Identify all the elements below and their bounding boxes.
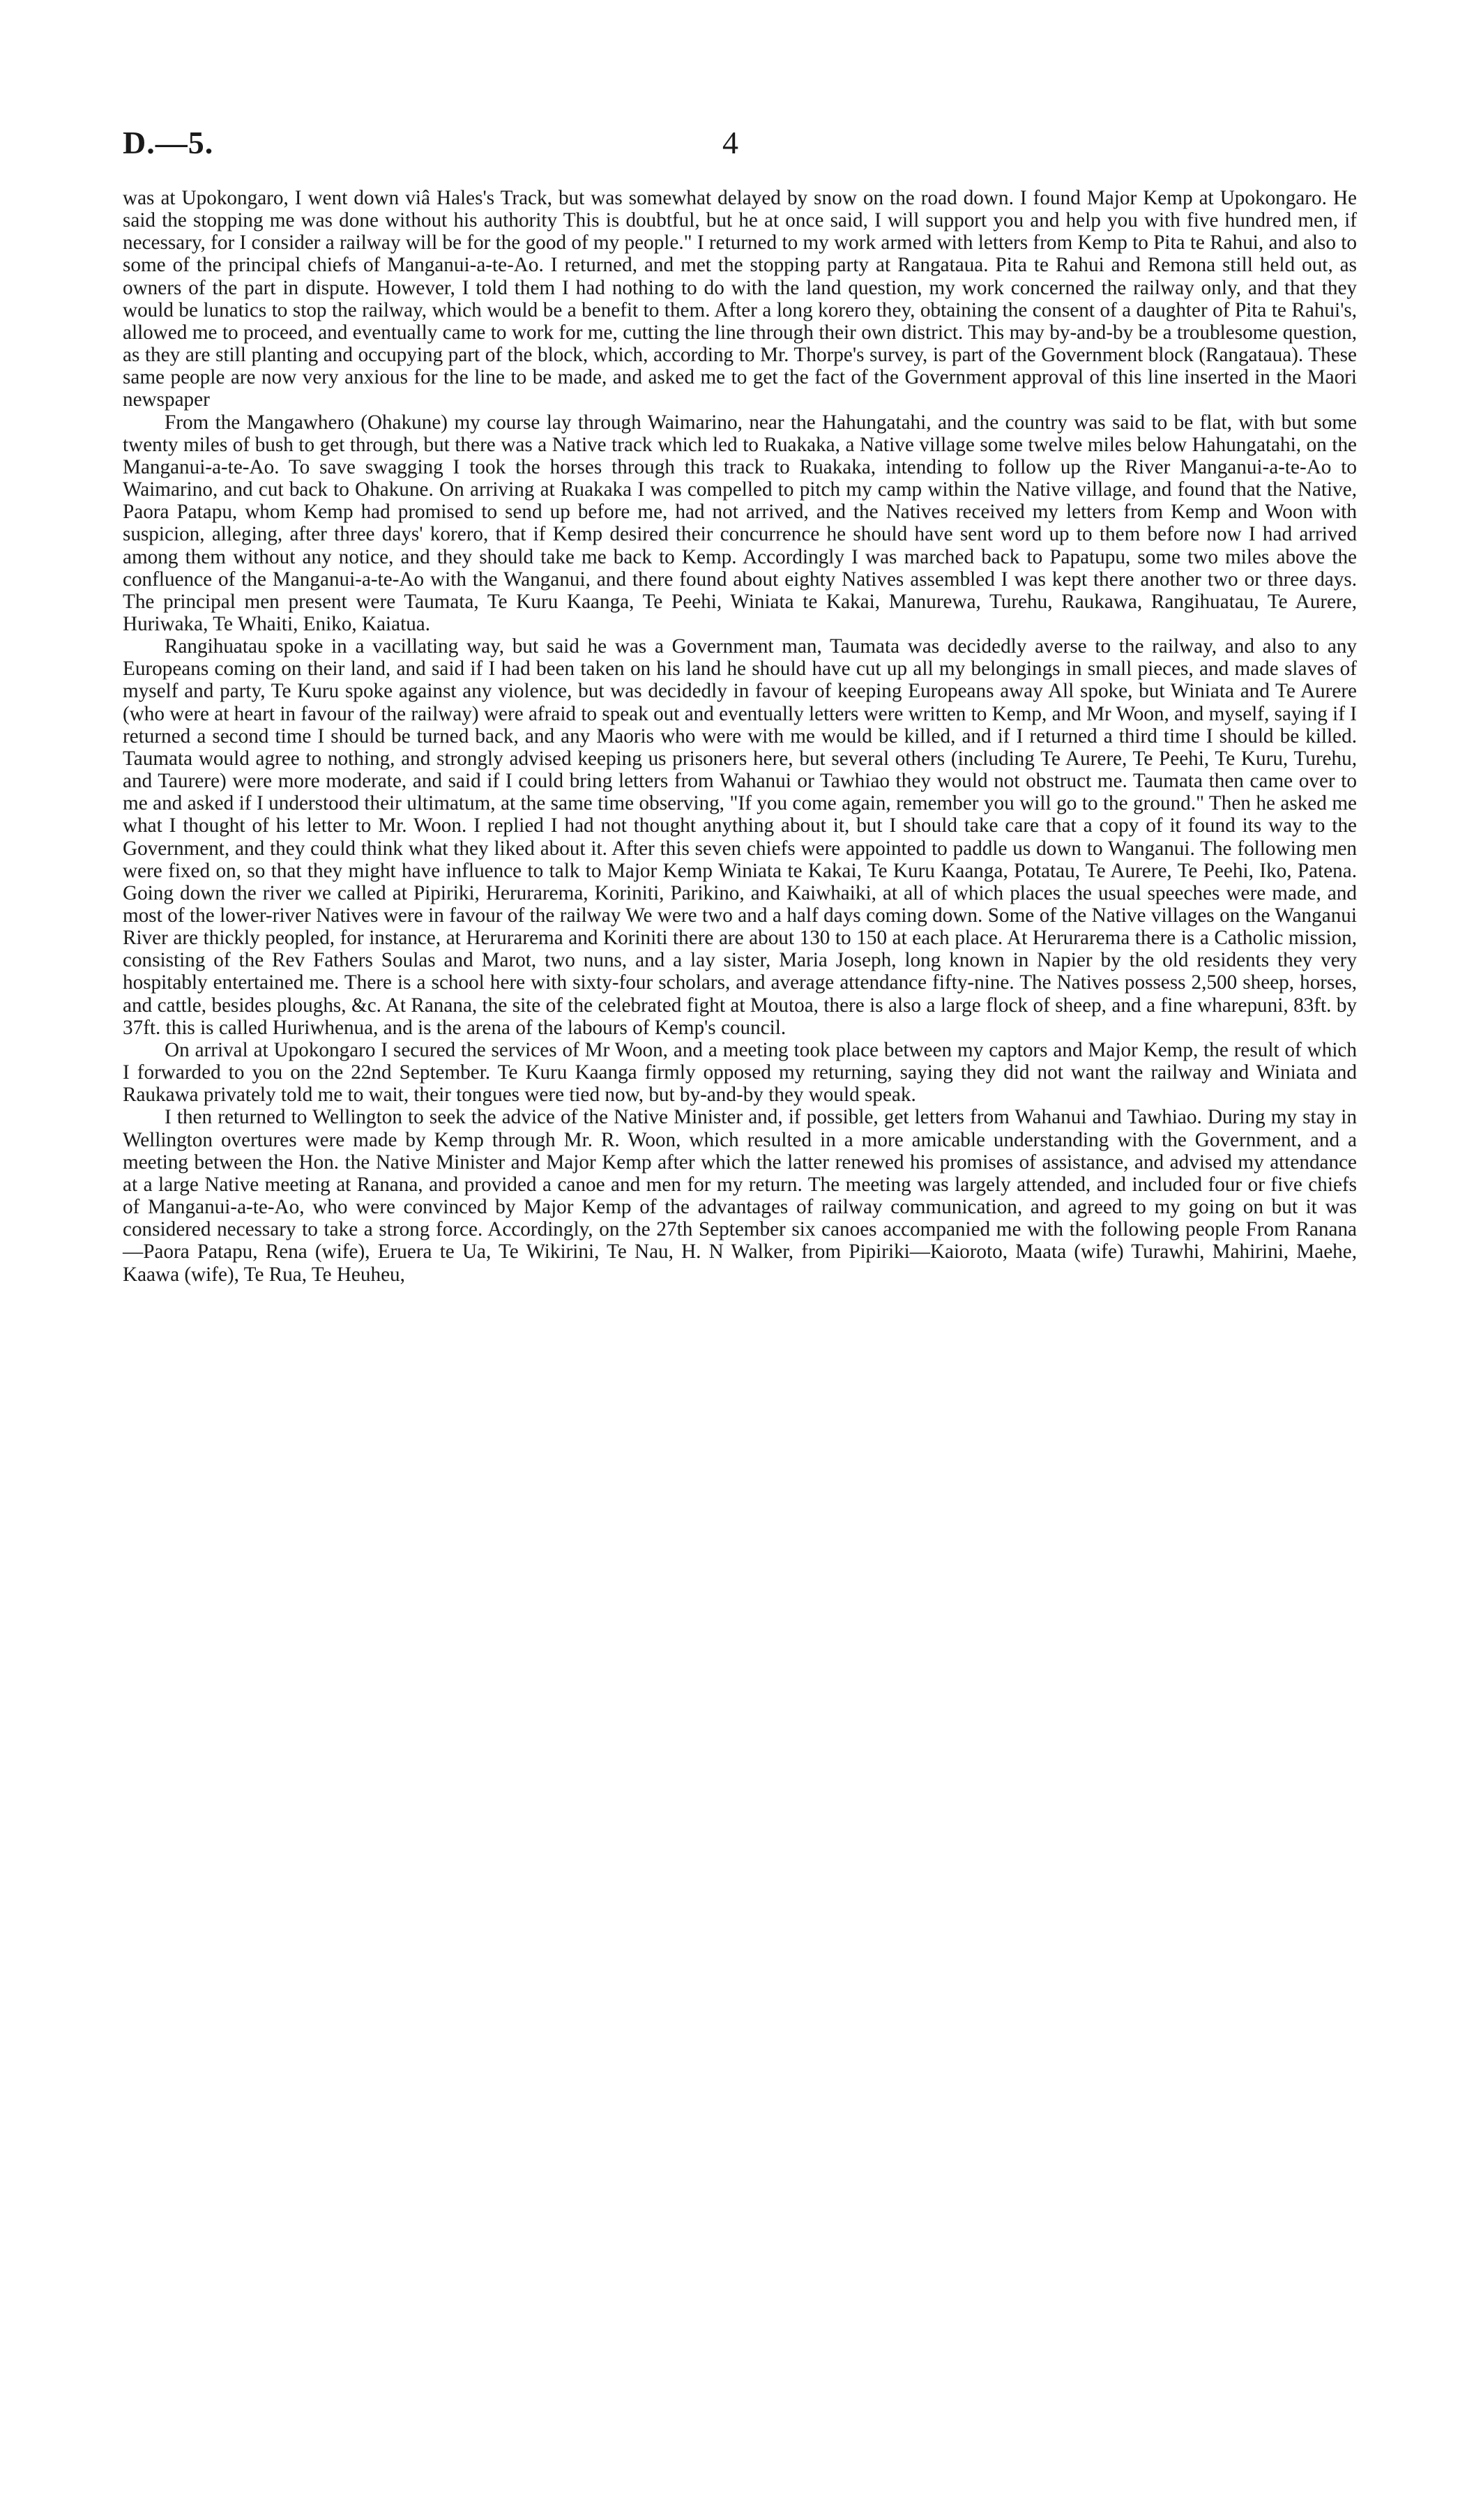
paragraph: From the Mangawhero (Ohakune) my course lay through Waimarino, near the Hahungatahi, and the country was said to be flat, with but some twenty miles of bush to get through, but there was a Native track which led to Ruakaka, a Native village some twelve miles below Hahungatahi, on the Manganui-a-te-Ao. To save swagging I took the horses through this track to Ruakaka, intending to follow up the River Manganui-a-te-Ao to Waimarino, and cut back to Ohakune. On arriving at Ruakaka I was compelled to pitch my camp within the Native village, and found that the Native, Paora Patapu, whom Kemp had promised to send up before me, had not arrived, and the Natives received my letters from Kemp and Woon with suspicion, alleging, after three days' korero, that if Kemp desired their concurrence he should have sent word up to them before now I had arrived among them without any notice, and they should take me back to Kemp. Accordingly I was marched back to Papatupu, some two miles above the confluence of the Manganui-a-te-Ao with the Wanganui, and there found about eighty Natives assembled I was kept there another two or three days. The principal men present were Taumata, Te Kuru Kaanga, Te Peehi, Winiata te Kakai, Manurewa, Turehu, Raukawa, Rangihuatau, Te Aurere, Huriwaka, Te Whaiti, Eniko, Kaiatua. [123, 411, 1357, 635]
paragraph: On arrival at Upokongaro I secured the services of Mr Woon, and a meeting took place between my captors and Major Kemp, the result of which I forwarded to you on the 22nd September. Te Kuru Kaanga firmly opposed my returning, saying they did not want the railway and Winiata and Raukawa privately told me to wait, their tongues were tied now, but by-and-by they would speak. [123, 1038, 1357, 1107]
document-reference: D.—5. [123, 125, 214, 160]
page-number: 4 [722, 125, 738, 160]
paragraph: Rangihuatau spoke in a vacillating way, but said he was a Government man, Taumata was decidedly averse to the railway, and also to any Europeans coming on their land, and said if I had been taken on his land he should have cut up all my belongings in small pieces, and made slaves of myself and party, Te Kuru spoke against any violence, but was decidedly in favour of keeping Europeans away All spoke, but Winiata and Te Aurere (who were at heart in favour of the railway) were afraid to speak out and eventually letters were written to Kemp, and Mr Woon, and myself, saying if I returned a second time I should be turned back, and any Maoris who were with me would be killed, and if I returned a third time I should be killed. Taumata would agree to nothing, and strongly advised keeping us prisoners here, but several others (including Te Aurere, Te Peehi, Te Kuru, Turehu, and Taurere) were more moderate, and said if I could bring letters from Wahanui or Tawhiao they would not obstruct me. Taumata then came over to me and asked if I understood their ultimatum, at the same time observing, "If you come again, remember you will go to the ground." Then he asked me what I thought of his letter to Mr. Woon. I replied I had not thought anything about it, but I should take care that a copy of it found its way to the Government, and they could think what they liked about it. After this seven chiefs were appointed to paddle us down to Wanganui. The following men were fixed on, so that they might have influence to talk to Major Kemp Winiata te Kakai, Te Kuru Kaanga, Potatau, Te Aurere, Te Peehi, Iko, Patena. Going down the river we called at Pipiriki, Herurarema, Koriniti, Parikino, and Kaiwhaiki, at all of which places the usual speeches were made, and most of the lower-river Natives were in favour of the railway We were two and a half days coming down. Some of the Native villages on the Wanganui River are thickly peopled, for instance, at Herurarema and Koriniti there are about 130 to 150 at each place. At Herurarema there is a Catholic mission, consisting of the Rev Fathers Soulas and Marot, two nuns, and a lay sister, Maria Joseph, long known in Napier by the old residents they very hospitably entertained me. There is a school here with sixty-four scholars, and average attendance fifty-nine. The Natives possess 2,500 sheep, horses, and cattle, besides ploughs, &c. At Ranana, the site of the celebrated fight at Moutoa, there is also a large flock of sheep, and a fine wharepuni, 83ft. by 37ft. this is called Huriwhenua, and is the arena of the labours of Kemp's council. [123, 635, 1357, 1039]
paragraph: I then returned to Wellington to seek the advice of the Native Minister and, if possible, get letters from Wahanui and Tawhiao. During my stay in Wellington overtures were made by Kemp through Mr. R. Woon, which resulted in a more amicable understanding with the Government, and a meeting between the Hon. the Native Minister and Major Kemp after which the latter renewed his promises of assistance, and advised my attendance at a large Native meeting at Ranana, and provided a canoe and men for my return. The meeting was largely attended, and included four or five chiefs of Manganui-a-te-Ao, who were convinced by Major Kemp of the advantages of railway communication, and agreed to my going on but it was considered necessary to take a strong force. Accordingly, on the 27th September six canoes accompanied me with the following people From Ranana—Paora Patapu, Rena (wife), Eruera te Ua, Te Wikirini, Te Nau, H. N Walker, from Pipiriki—Kaioroto, Maata (wife) Turawhi, Mahirini, Maehe, Kaawa (wife), Te Rua, Te Heuheu, [123, 1106, 1357, 1286]
page-header [123, 124, 1357, 166]
body-text [123, 187, 1357, 1286]
paragraph: was at Upokongaro, I went down viâ Hales's Track, but was somewhat delayed by snow on the road down. I found Major Kemp at Upokongaro. He said the stopping me was done without his authority This is doubtful, but he at once said, I will support you and help you with five hundred men, if necessary, for I consider a railway will be for the good of my people." I returned to my work armed with letters from Kemp to Pita te Rahui, and also to some of the principal chiefs of Manganui-a-te-Ao. I returned, and met the stopping party at Rangataua. Pita te Rahui and Remona still held out, as owners of the part in dispute. However, I told them I had nothing to do with the land question, my work concerned the railway only, and that they would be lunatics to stop the railway, which would be a benefit to them. After a long korero they, obtaining the consent of a daughter of Pita te Rahui's, allowed me to proceed, and eventually came to work for me, cutting the line through their own district. This may by-and-by be a troublesome question, as they are still planting and occupying part of the block, which, according to Mr. Thorpe's survey, is part of the Government block (Rangataua). These same people are now very anxious for the line to be made, and asked me to get the fact of the Government approval of this line inserted in the Maori newspaper [123, 187, 1357, 411]
